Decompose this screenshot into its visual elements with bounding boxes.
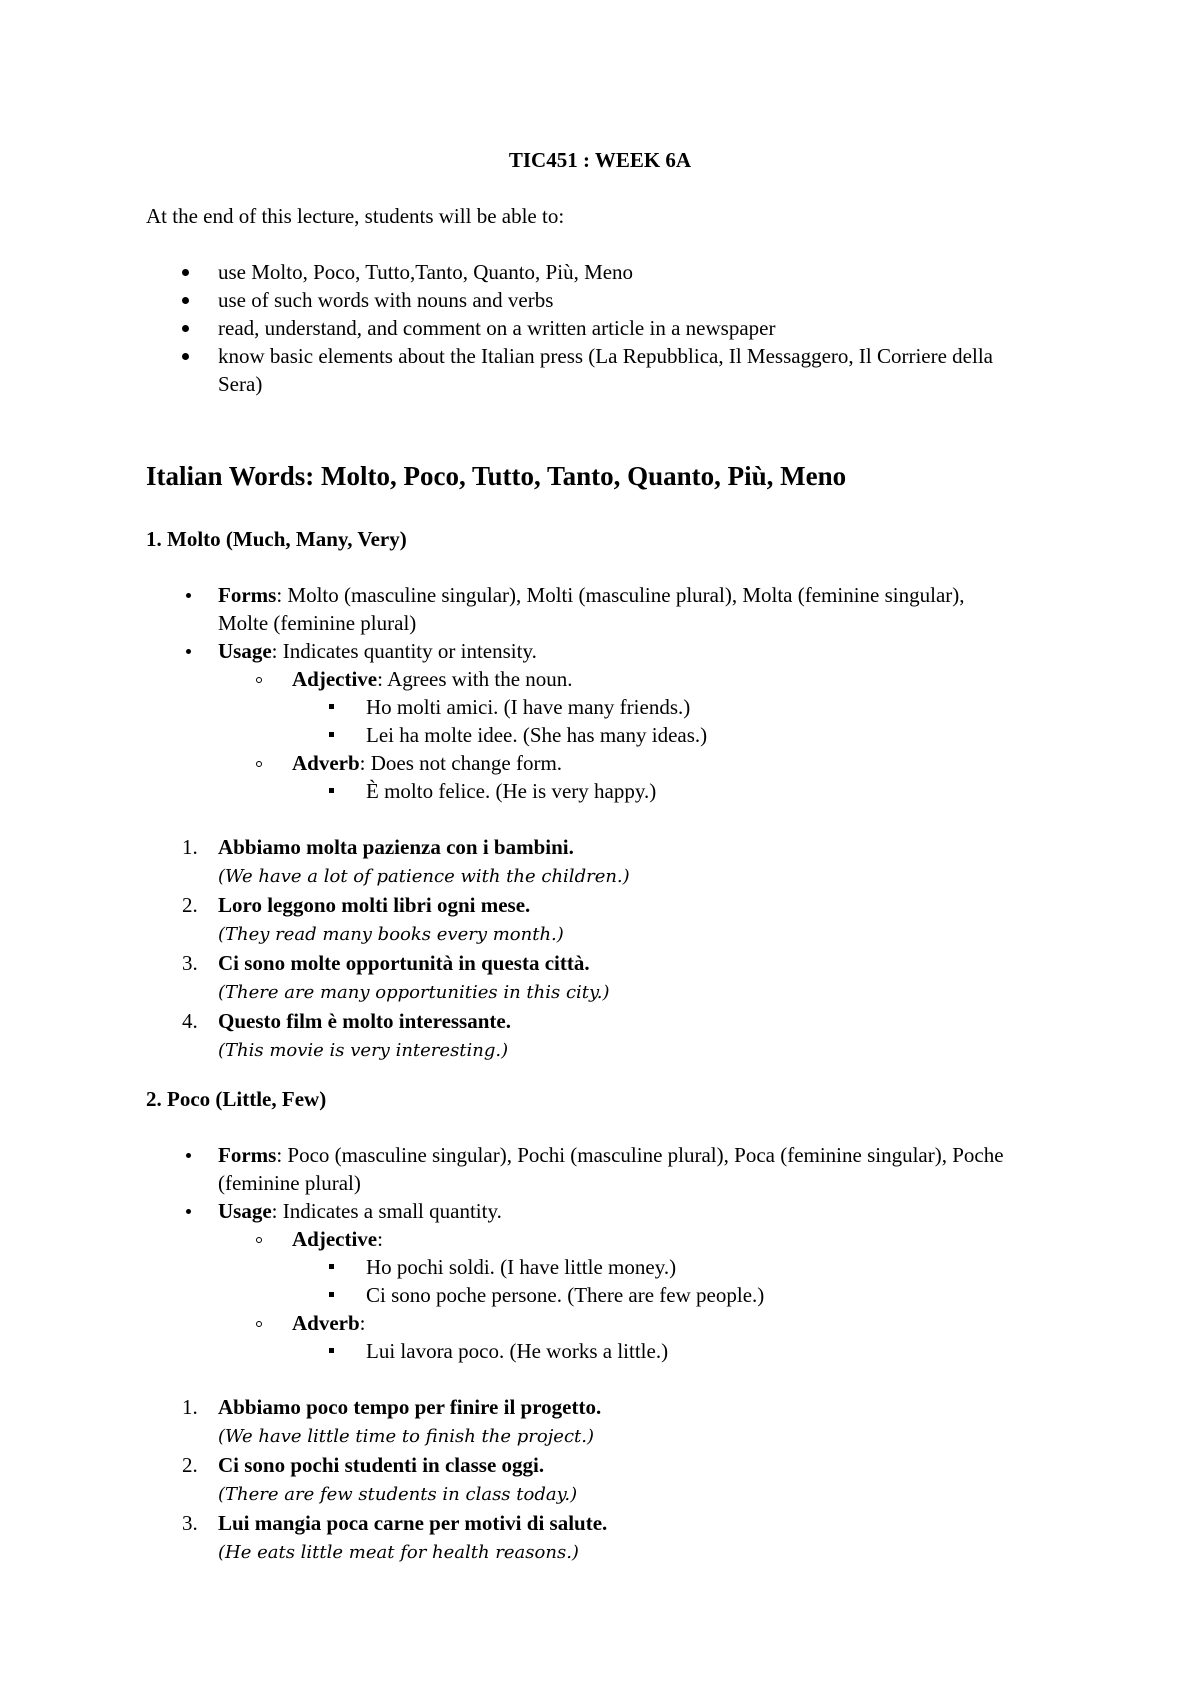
list-item: read, understand, and comment on a written article in a newspaper (146, 314, 1006, 342)
list-item: Lui lavora poco. (He works a little.) (146, 1337, 1006, 1365)
bullet-icon (182, 269, 189, 276)
adverb-item: Adverb: (146, 1309, 1006, 1337)
molto-rules (146, 581, 1006, 805)
list-item: Ho pochi soldi. (I have little money.) (146, 1253, 1006, 1281)
square-bullet-icon (329, 1264, 334, 1269)
bullet-icon (186, 593, 191, 598)
bullet-icon (186, 1153, 191, 1158)
example-item: 4. Questo film è molto interessante. (This movie is very interesting.) (182, 1009, 511, 1061)
bullet-icon (182, 353, 189, 360)
section-heading-poco: 2. Poco (Little, Few) (146, 1087, 327, 1111)
circle-bullet-icon (256, 1237, 262, 1243)
poco-rules (146, 1141, 1006, 1365)
usage-item: Usage: Indicates quantity or intensity. (146, 637, 1006, 665)
list-item: È molto felice. (He is very happy.) (146, 777, 1006, 805)
intro-text: At the end of this lecture, students will be able to: (146, 204, 565, 228)
page-title: TIC451 : WEEK 6A (508, 148, 692, 172)
list-item: use of such words with nouns and verbs (146, 286, 1006, 314)
objectives-list (146, 258, 1006, 398)
square-bullet-icon (329, 732, 334, 737)
poco-examples (146, 1393, 1006, 1567)
list-item: Ci sono poche persone. (There are few people.) (146, 1281, 1006, 1309)
example-item: 1. Abbiamo poco tempo per finire il progetto. (We have little time to finish the project.) (182, 1395, 602, 1447)
example-item: 3. Ci sono molte opportunità in questa città. (There are many opportunities in this city.) (182, 951, 610, 1003)
list-item: use Molto, Poco, Tutto,Tanto, Quanto, Più, Meno (146, 258, 1006, 286)
example-item: 2. Loro leggono molti libri ogni mese. (They read many books every month.) (182, 893, 564, 945)
square-bullet-icon (329, 704, 334, 709)
list-item: Lei ha molte idee. (She has many ideas.) (146, 721, 1006, 749)
example-item: 3. Lui mangia poca carne per motivi di salute. (He eats little meat for health reasons.) (182, 1511, 608, 1563)
circle-bullet-icon (256, 1321, 262, 1327)
bullet-icon (182, 297, 189, 304)
list-item: know basic elements about the Italian press (La Repubblica, Il Messaggero, Il Corriere della Sera) (146, 342, 1006, 398)
adjective-item: Adjective: Agrees with the noun. (146, 665, 1006, 693)
circle-bullet-icon (256, 761, 262, 767)
usage-item: Usage: Indicates a small quantity. (146, 1197, 1006, 1225)
circle-bullet-icon (256, 677, 262, 683)
molto-examples (146, 833, 1006, 1065)
forms-item: Forms: Molto (masculine singular), Molti (masculine plural), Molta (feminine singular), Molte (feminine plural) (146, 581, 1006, 637)
square-bullet-icon (329, 1348, 334, 1353)
example-item: 2. Ci sono pochi studenti in classe oggi. (There are few students in class today.) (182, 1453, 578, 1505)
adjective-item: Adjective: (146, 1225, 1006, 1253)
square-bullet-icon (329, 788, 334, 793)
forms-item: Forms: Poco (masculine singular), Pochi (masculine plural), Poca (feminine singular), Poche (feminine plural) (146, 1141, 1006, 1197)
example-item: 1. Abbiamo molta pazienza con i bambini. (We have a lot of patience with the children.) (182, 835, 630, 887)
bullet-icon (182, 325, 189, 332)
square-bullet-icon (329, 1292, 334, 1297)
bullet-icon (186, 649, 191, 654)
section-heading-molto: 1. Molto (Much, Many, Very) (146, 527, 407, 551)
adverb-item: Adverb: Does not change form. (146, 749, 1006, 777)
bullet-icon (186, 1209, 191, 1214)
list-item: Ho molti amici. (I have many friends.) (146, 693, 1006, 721)
main-heading: Italian Words: Molto, Poco, Tutto, Tanto, Quanto, Più, Meno (146, 461, 847, 491)
